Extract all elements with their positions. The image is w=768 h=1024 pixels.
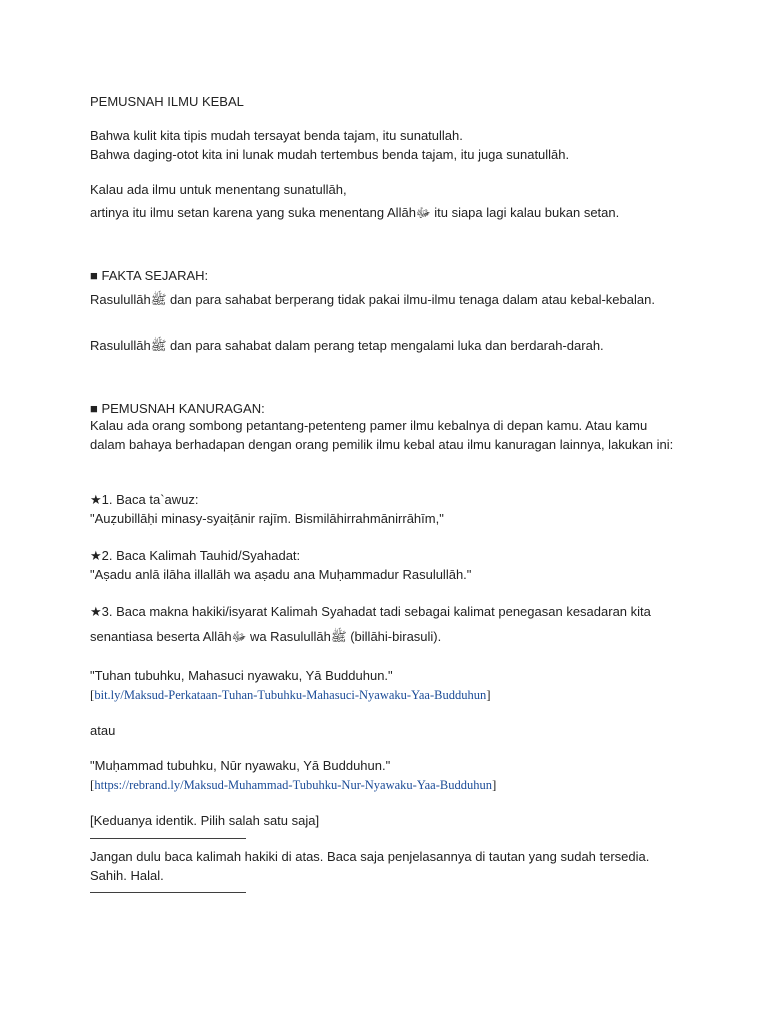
- fakta-line-1: Rasulullāhﷺ dan para sahabat berperang tidak pakai ilmu-ilmu tenaga dalam atau kebal-kebalan.: [90, 292, 655, 307]
- quote-1-link[interactable]: bit.ly/Maksud-Perkataan-Tuhan-Tubuhku-Mahasuci-Nyawaku-Yaa-Budduhun: [94, 688, 487, 702]
- atau-text: atau: [90, 723, 116, 738]
- quote-2-link-line: [90, 775, 496, 795]
- closing-line-2: Sahih. Halal.: [90, 868, 164, 883]
- quote-1-link-line: [90, 685, 491, 705]
- quote-2-link[interactable]: https://rebrand.ly/Maksud-Muhammad-Tubuhku-Nur-Nyawaku-Yaa-Budduhun: [94, 778, 492, 792]
- bracket-open: [: [90, 687, 95, 702]
- quote-1-text: "Tuhan tubuhku, Mahasuci nyawaku, Yā Budduhun.": [90, 668, 393, 683]
- step-2-text: "Aṣadu anlā ilāha illallāh wa aṣadu ana Muḥammadur Rasulullāh.": [90, 567, 472, 582]
- bracket-close: ]: [486, 687, 491, 702]
- fakta-heading: ■ FAKTA SEJARAH:: [90, 268, 209, 283]
- note-text: [Keduanya identik. Pilih salah satu saja]: [90, 813, 320, 828]
- step-1-title: ★1. Baca ta`awuz:: [90, 492, 199, 507]
- kanuragan-heading: ■ PEMUSNAH KANURAGAN:: [90, 401, 265, 416]
- step-2-title: ★2. Baca Kalimah Tauhid/Syahadat:: [90, 548, 301, 563]
- step-3-line-1: ★3. Baca makna hakiki/isyarat Kalimah Syahadat tadi sebagai kalimat penegasan kesadaran kita: [90, 604, 651, 619]
- intro-line-2: Bahwa daging-otot kita ini lunak mudah tertembus benda tajam, itu juga sunatullāh.: [90, 147, 570, 162]
- intro-line-4: artinya itu ilmu setan karena yang suka menentang Allāhﷻ itu siapa lagi kalau bukan setan.: [90, 205, 620, 220]
- bracket-open: [: [90, 777, 95, 792]
- intro-line-1: Bahwa kulit kita tipis mudah tersayat benda tajam, itu sunatullah.: [90, 128, 463, 143]
- step-1-text: "Auẓubillāḥi minasy-syaiṭānir rajīm. Bismilāhirrahmānirrāhīm,": [90, 511, 444, 526]
- page-title: PEMUSNAH ILMU KEBAL: [90, 94, 244, 109]
- kanuragan-paragraph: Kalau ada orang sombong petantang-petenteng pamer ilmu kebalnya di depan kamu. Atau kamu dalam bahaya berhadapan dengan orang pemilik ilmu kebal atau ilmu kanuragan lainnya, lakukan ini:: [90, 418, 674, 452]
- step-3-line-2: senantiasa beserta Allāhﷻ wa Rasulullāhﷺ (billāhi-birasuli).: [90, 629, 442, 644]
- closing-line-1: Jangan dulu baca kalimah hakiki di atas. Baca saja penjelasannya di tautan yang sudah tersedia.: [90, 849, 650, 864]
- bracket-close: ]: [491, 777, 497, 792]
- intro-line-3: Kalau ada ilmu untuk menentang sunatullāh,: [90, 182, 347, 197]
- divider-2: ————————————: [90, 884, 246, 899]
- fakta-line-2: Rasulullāhﷺ dan para sahabat dalam perang tetap mengalami luka dan berdarah-darah.: [90, 338, 604, 353]
- quote-2-text: "Muḥammad tubuhku, Nūr nyawaku, Yā Budduhun.": [90, 758, 391, 773]
- divider-1: ————————————: [90, 830, 246, 845]
